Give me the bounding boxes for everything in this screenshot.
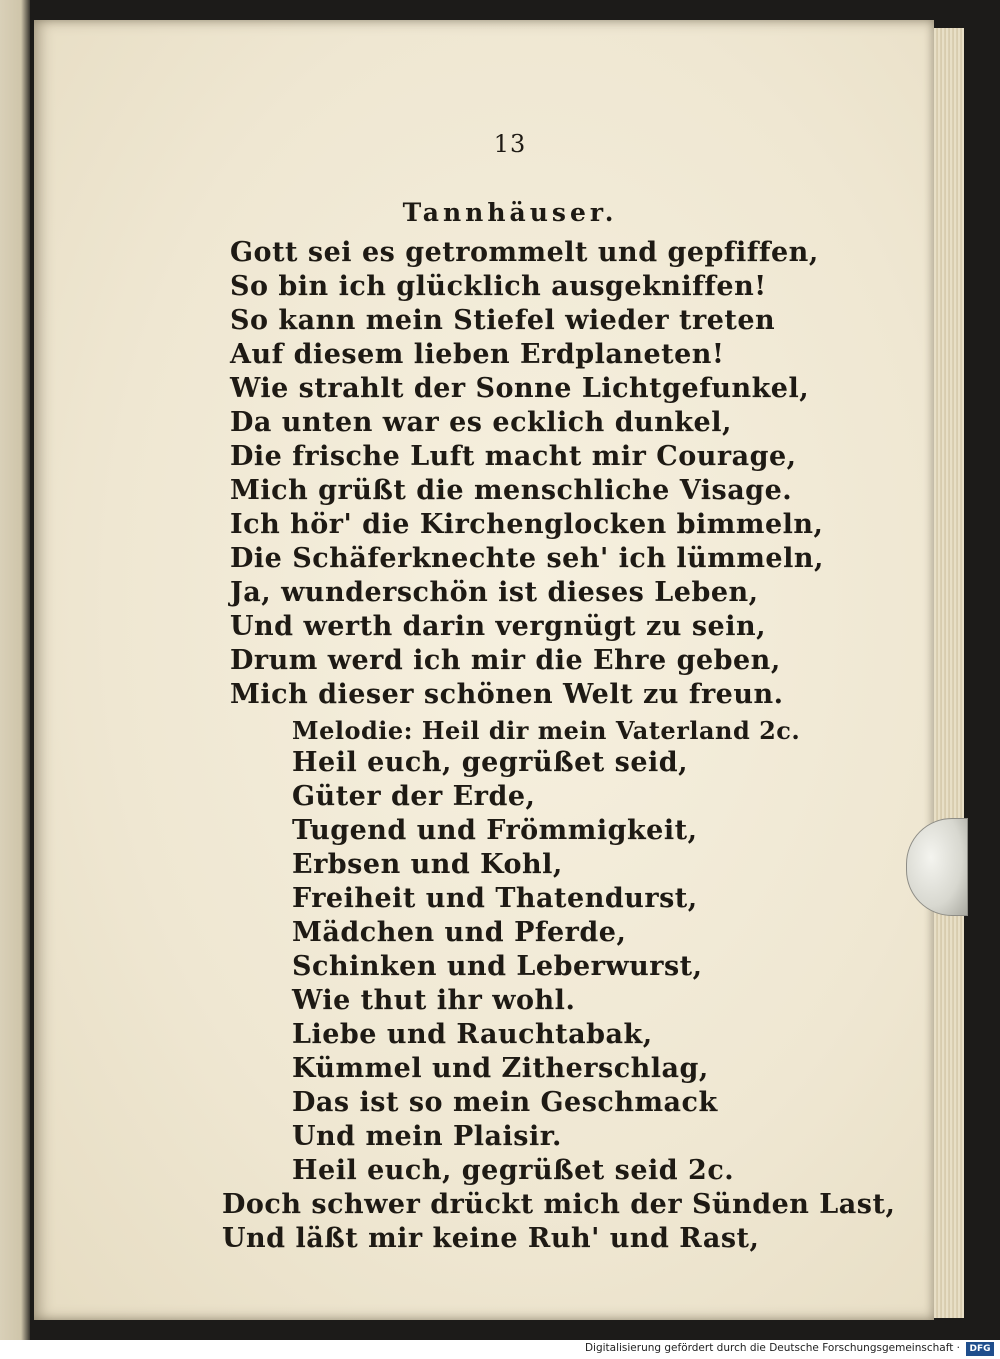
song-line: Güter der Erde, [292,781,536,812]
verse-line: Ich hör' die Kirchenglocken bimmeln, [230,509,824,540]
poem-title: Tannhäuser. [402,198,618,227]
song-line: Schinken und Leberwurst, [292,951,703,982]
song-line: Wie thut ihr wohl. [292,985,576,1016]
song-line: Freiheit und Thatendurst, [292,883,698,914]
verse-line: Wie strahlt der Sonne Lichtgefunkel, [230,373,810,404]
verse-line: Die frische Luft macht mir Courage, [230,441,797,472]
verse-line: Drum werd ich mir die Ehre geben, [230,645,781,676]
song-line: Das ist so mein Geschmack [292,1087,718,1118]
verse-line: Mich grüßt die menschliche Visage. [230,475,793,506]
song-line: Erbsen und Kohl, [292,849,563,880]
song-line: Heil euch, gegrüßet seid, [292,747,689,778]
page-number: 13 [493,130,527,158]
verse-line: Und werth darin vergnügt zu sein, [230,611,766,642]
verse-line: Mich dieser schönen Welt zu freun. [230,679,784,710]
song-line: Tugend und Frömmigkeit, [292,815,698,846]
melody-note: Melodie: Heil dir mein Vaterland 2c. [292,716,801,745]
digitization-footer [0,1340,1000,1359]
verse-line: Ja, wunderschön ist dieses Leben, [230,577,759,608]
funding-credit: Digitalisierung gefördert durch die Deutsche Forschungsgemeinschaft · [584,1342,960,1354]
song-line: Und mein Plaisir. [292,1121,562,1152]
verse-line: Doch schwer drückt mich der Sünden Last, [222,1189,896,1220]
dfg-logo: DFG [966,1342,994,1356]
song-line: Kümmel und Zitherschlag, [292,1053,709,1084]
verse-line: Da unten war es ecklich dunkel, [230,407,732,438]
verse-line: Die Schäferknechte seh' ich lümmeln, [230,543,824,574]
verse-line: Gott sei es getrommelt und gepfiffen, [230,237,819,268]
song-line: Heil euch, gegrüßet seid 2c. [292,1155,735,1186]
song-line: Liebe und Rauchtabak, [292,1019,653,1050]
verse-line: Auf diesem lieben Erdplaneten! [230,339,725,370]
verse-line: Und läßt mir keine Ruh' und Rast, [222,1223,760,1254]
verse-line: So bin ich glücklich ausgekniffen! [230,271,767,302]
verse-line: So kann mein Stiefel wieder treten [230,305,776,336]
song-line: Mädchen und Pferde, [292,917,627,948]
